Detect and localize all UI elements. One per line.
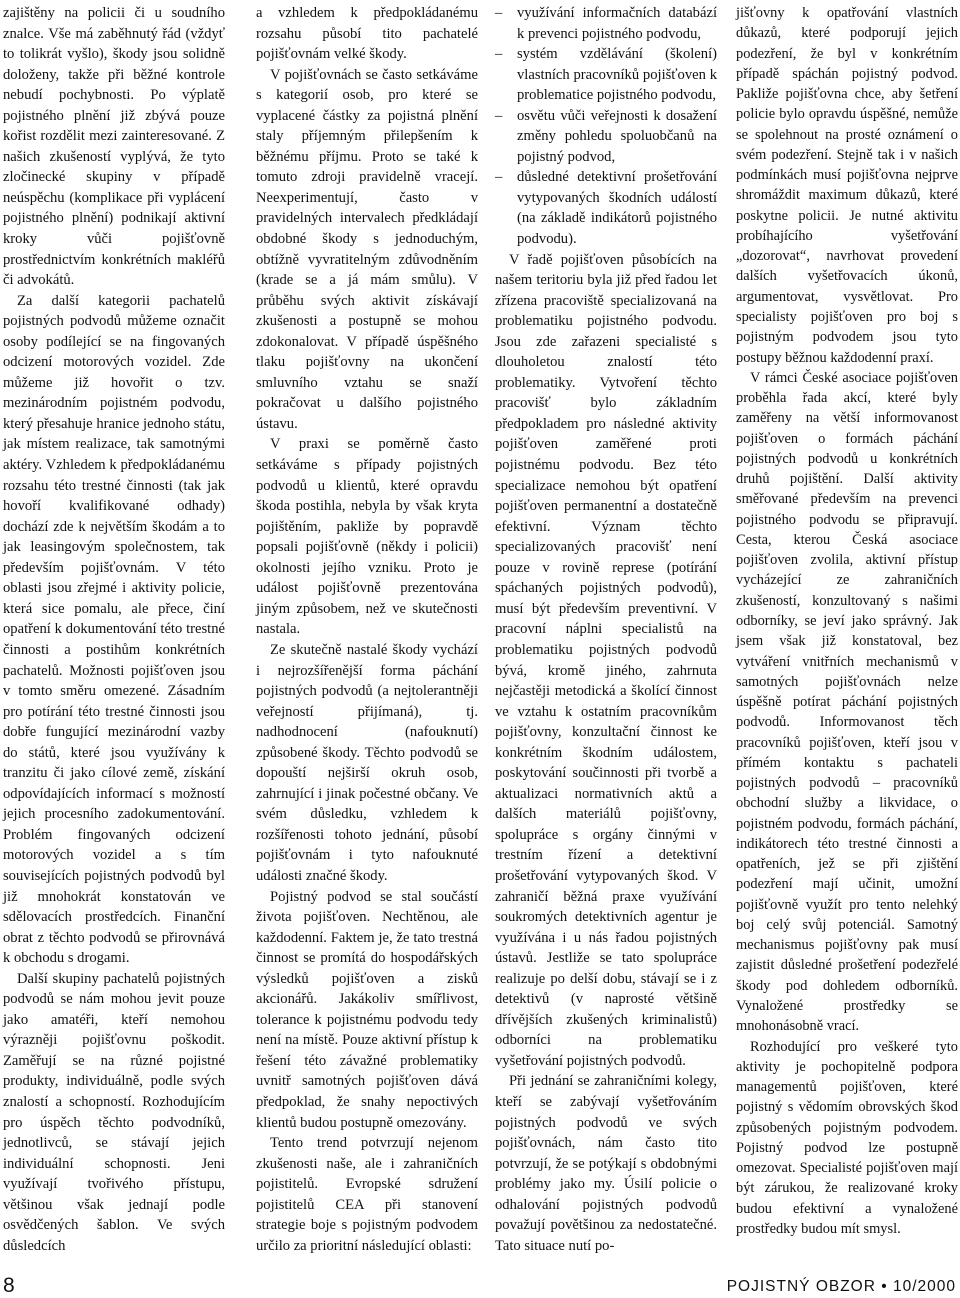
paragraph: V rámci České asociace pojišťoven proběhla řada akcí, které byly zaměřeny na větší informovanost pojišťoven o formách páchání pojistných podvodů u konkrétních druhů pojištění. Další aktivity směřované především na prevenci pojistného podvodu se připravují. Cesta, kterou Česká asociace pojišťoven zvolila, aktivní přístup vycházející ze zahraničních zkušeností, konzultovaný s našimi odborníky, se jeví jako správný. Jak jsem však již konstatoval, bez vytváření vnitřních mechanismů v samotných pojišťovnách nelze úspěšně potírat páchání pojistných podvodů. Informovanost těch pracovníků pojišťoven, kteří jsou v přímém kontaktu s pachateli pojistných podvodů – pracovníků obchodní služby a likvidace, o pojistném podvodu, formách páchání, indikátorech této trestné činnosti a opatřeních, jež se při zjištění podezření mají učinit, umožní pojišťovně využít pro tento nelehký boj celý svůj potenciál. Samotný mechanismus pojišťovny pak musí zajistit důsledné prošetření podezřelé škody pod dohledem odborníků. Vynaložené prostředky se mnohonásobně vrací. [736, 369, 958, 1035]
journal-name-issue: POJISTNÝ OBZOR • 10/2000 [726, 1278, 956, 1295]
list-item: – osvětu vůči veřejnosti k dosažení změny pohledu spoluobčanů na pojistný podvod, [495, 106, 717, 168]
text-column-1 [3, 3, 225, 1256]
paragraph: Pojistný podvod se stal součástí života pojišťoven. Nechtěnou, ale každodenní. Faktem je, že tato trestná činnost se promítá do hospodářských výsledků pojišťoven a zisků akcionářů. Jakákoliv smířlivost, tolerance k pojistnému podvodu tedy není na místě. Pouze aktivní přístup k řešení této závažné problematiky uvnitř samotných pojišťoven dává předpoklad, že snahy nepoctivých klientů budou postupně omezovány. [256, 888, 478, 1131]
text-column-4 [736, 3, 958, 1239]
text-column-2 [256, 3, 478, 1256]
paragraph: Další skupiny pachatelů pojistných podvodů se nám mohou jevit pouze jako amatéři, kteří nemohou výrazněji pojišťovnu poškodit. Zaměřují se na různé pojistné produkty, individuálně, podle svých znalostí a schopností. Rozhodujícím pro úspěch těchto podvodníků, jednotlivců, se stávají jejich individuální schopnosti. Jeni využívají tvořivého přístupu, většinou však jednají podle osvědčených šablon. Ve svých důsledcích [3, 970, 225, 1254]
paragraph: Ze skutečně nastalé škody vychází i nejrozšířenější forma páchání pojistných podvodů (a nejtolerantněji veřejností přijímaná), tj. nadhodnocení (nafouknutí) způsobené škody. Těchto podvodů se dopouští nejširší okruh osob, zahrnující i jinak počestné občany. Ve svém důsledku, vzhledem k rozšířenosti tohoto jednání, působí pojišťovnám i tyto nafouknuté události značné škody. [256, 641, 478, 884]
paragraph: jišťovny k opatřování vlastních důkazů, které podporují jejich podezření, že byl v konkrétním případě spáchán pojistný podvod. Pakliže pojišťovna chce, aby šetření policie bylo opravdu úspěšné, nemůže se spolehnout na prosté oznámení o svém podezření. Stejně tak i v našich podmínkách musí pojišťovna nejprve shromáždit maximum důkazů, které poskytne policii. Je nutné aktivitu probíhajícího vyšetřování „dozorovat“, navrhovat provedení dalších vyšetřovacích úkonů, argumentovat, vysvětlovat. Pro specialisty pojišťoven pro boj s pojistným podvodem jsou tyto postupy běžnou každodenní praxí. [736, 5, 958, 366]
paragraph: Rozhodující pro veškeré tyto aktivity je pochopitelně podpora managementů pojišťoven, které pojistný s vědomím obrovských škod způsobených pojistným podvodem. Pojistný podvod lze postupně omezovat. Specialisté pojišťoven mají být zárukou, že realizované kroky budou efektivní a vynaložené prostředky budou mít smysl. [736, 1038, 958, 1237]
paragraph: V řadě pojišťoven působících na našem teritoriu byla již před řadou let zřízena pracoviště specializovaná na problematiku pojistného podvodu. Jsou zde zařazeni specialisté s dlouholetou znalostí této problematiky. Vytvoření těchto pracovišť bylo základním předpokladem pro následné aktivity pojišťoven zaměřené proti pojistnému podvodu. Bez této specializace nemohou být opatření pojišťoven permanentní a dostatečně efektivní. Význam těchto specializovaných pracovišť není pouze v rovině represe (potírání spáchaných pojistných podvodů), musí být především preventivní. V pracovní náplni specialistů na problematiku pojistných podvodů bývá, kromě jiného, zahrnuta nejčastěji metodická a školící činnost ve vztahu k ostatním pracovníkům pojišťovny, konzultační činnost ke konkrétním škodním událostem, poskytování součinnosti při tvorbě a aktualizaci normativních aktů a dalších materiálů pojišťovny, spolupráce s orgány činnými v trestním řízení a detektivní prošetřování vytypovaných škod. V zahraničí běžná praxe využívání soukromých detektivních agentur je využívána i u nás řadou pojistných ústavů. Jestliže se tato spolupráce realizuje po delší dobu, stávají se i z detektivů (v naprosté většině dřívějších zkušených kriminalistů) odborníci na problematiku vyšetřování pojistných podvodů. [495, 251, 717, 1069]
page-footer [0, 1274, 960, 1298]
paragraph: zajištěny na policii či u soudního znalce. Vše má zaběhnutý řád (vždyť to tolikrát vyšlo), škody jsou solidně doloženy, takže při běžné kontrole nebudí pochybnosti. Po výplatě pojistného plnění již zbývá pouze kořist rozdělit mezi zainteresované. Z našich zkušeností vyplývá, že tyto zločinecké skupiny v případě neúspěchu (komplikace při vyplácení pojistného plnění) podnikají aktivní kroky vůči pojišťovně prostřednictvím konkrétních makléřů či advokátů. [3, 5, 225, 289]
paragraph: a vzhledem k předpokládanému rozsahu působí tito pachatelé pojišťovnám velké škody. [256, 5, 478, 63]
paragraph: V praxi se poměrně často setkáváme s případy pojistných podvodů u klientů, které opravdu škoda postihla, nebyla by však kryta pojištěním, pakliže by popravdě popsali pojišťovně (někdy i policii) okolnosti jejího vzniku. Proto je událost pojišťovně prezentována jiným způsobem, než ve skutečnosti nastala. [256, 436, 478, 638]
paragraph: Při jednání se zahraničními kolegy, kteří se zabývají vyšetřováním pojistných podvodů ve svých pojišťovnách, nám často tito potvrzují, že se potýkají s obdobnými problémy jako my. Úsilí policie o odhalování pojistných podvodů považují povětšinou za nedostatečné. Tato situace nutí po- [495, 1073, 717, 1254]
page-number: 8 [3, 1274, 15, 1297]
text-column-3 [495, 3, 717, 1256]
paragraph: V pojišťovnách se často setkáváme s kategorií osob, pro které se vyplacené částky za pojistná plnění staly příjemným přilepšením k běžnému příjmu. Proto se také k tomuto zdroji pravidelně vracejí. Neexperimentují, často v pravidelných intervalech předkládají obdobné škody s jednoduchým, obtížně vyvratitelným zdůvodněním (krade se a já mám smůlu). V průběhu svých aktivit získávají zkušenosti a postupně se mohou zdokonalovat. V případě úspěšného tlaku pojišťovny na ukončení smluvního vztahu se snaží pokračovat u dalšího pojistného ústavu. [256, 66, 478, 432]
paragraph: Za další kategorii pachatelů pojistných podvodů můžeme označit osoby podílející se na fingovaných odcizení motorových vozidel. Zde můžeme již hovořit o tzv. mezinárodním pojistném podvodu, který přesahuje hranice jednoho státu, jak místem realizace, tak samotnými aktéry. Vzhledem k předpokládanému rozsahu této trestné činnosti (tak jak hovoří kvalifikované odhady) dochází zde k největším škodám a to jak leasingovým společnostem, tak především pojišťovnám. V této oblasti jsou zřejmé i aktivity policie, která sice pomalu, ale přece, činí opatření k dokumentování této trestné činnosti a postihům konkrétních pachatelů. Možnosti pojišťoven jsou v tomto směru omezené. Zásadním pro potírání této trestné činnosti jsou dobře fungující mezinárodní vazby do států, které jsou využívány k tranzitu či jako cílové země, získání odpovídajících informací s možností jejich procesního zadokumentování. Problém fingovaných odcizení motorových vozidel a s tím souvisejících pojistných podvodů byl již mnohokrát konstatován ve sdělovacích prostředcích. Finanční obrat z těchto podvodů se přirovnává k obchodu s drogami. [3, 292, 225, 967]
paragraph: Tento trend potvrzují nejenom zkušenosti naše, ale i zahraničních pojistitelů. Evropské sdružení pojistitelů CEA při stanovení strategie boje s pojistným podvodem určilo za prioritní následující oblasti: [256, 1135, 478, 1254]
list-item: – systém vzdělávání (školení) vlastních pracovníků pojišťoven k problematice pojistného podvodu, [495, 44, 717, 106]
list-item: – využívání informačních databází k prevenci pojistného podvodu, [495, 3, 717, 44]
priority-list [495, 3, 717, 250]
list-item: – důsledné detektivní prošetřování vytypovaných škodních událostí (na základě indikátorů pojistného podvodu). [495, 167, 717, 249]
